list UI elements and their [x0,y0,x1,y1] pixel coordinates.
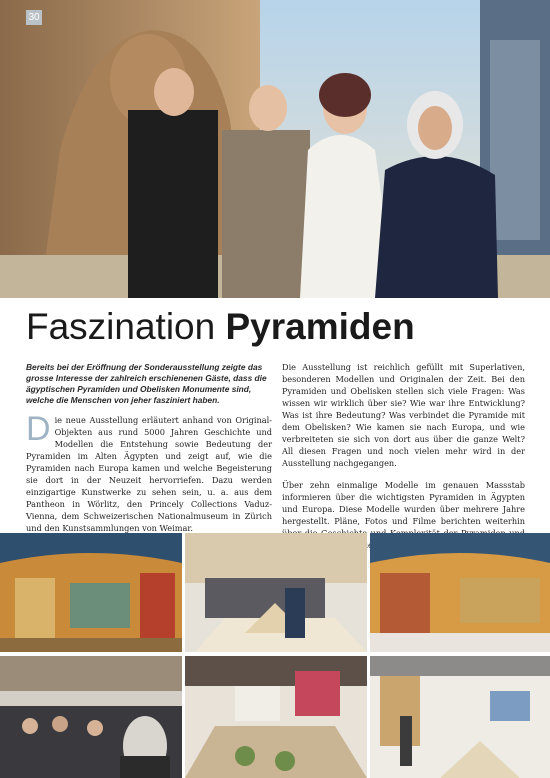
body-paragraph-1: Die Ausstellung ist reichlich gefüllt mit Superlativen, besonderen Modellen und Originalen der Zeit. Bei den Pyramiden und Obelisken stellen sich viele Fragen: Was wissen wir wirklich über sie? Wie war ihre Entwicklung? Was ist ihre Bedeutung? Was verbindet die Pyramide mit dem Obelisken? Wie kamen sie nach Europa, und wie verbreiteten sie sich von dort aus über die ganze Welt? All diesen Fragen und noch vielen mehr wird in der Ausstellung nachgegangen. [282,362,525,468]
gallery-photo-temple-model [185,656,367,778]
body-paragraph-2: Über zehn einmalige Modelle im genauen Massstab informieren über die wichtigsten Pyramiden in Ägypten und Europa. Diese Modelle wurden über mehrere Jahre hergestellt. Pläne, Fotos und Filme berichten weiterhin [282,480,525,526]
body-column-2 [282,361,525,561]
title-bold: Pyramiden [225,306,415,347]
article-title [26,304,526,350]
title-light: Faszination [26,306,226,347]
gallery-photo-painted-room [370,533,550,652]
gallery-photo-audience [0,656,182,778]
drop-cap: D [26,410,51,448]
article-lead: Bereits bei der Eröffnung der Sonderausstellung zeigte das grosse Interesse der zahlreich erschienenen Gäste, dass die ägyptischen Pyramiden und Obelisken Monumente sind, welche die Menschen von jeher fasziniert haben. [26,362,267,405]
page-number: 30 [26,10,42,25]
gallery-photo-crowd-model [185,533,367,652]
gallery-photo-hall-pyramid [370,656,550,778]
hero-photo [0,0,550,298]
body-column-1 [26,410,272,534]
body-text-1: ie neue Ausstellung erläutert anhand von Original-Objekten aus rund 5000 Jahren Geschichte und Modellen die Entstehung sowie Bedeutung der Pyramiden im Alten Ägypten und zeigt auf, wie die Pyramiden nach Europa kamen und welche Begeisterung sie dort in der Neuzeit hervorriefen. Dazu werden einzigartige Kunstwerke zu sehen sein, u. a. aus dem Pantheon in Wörlitz, den Princely Collections Vaduz-Vienna, dem Schweizerischen Nationalmuseum in Zürich und den Kunstsammlungen von Weimar. [26,415,272,533]
gallery-photo-tomb-chamber [0,533,182,652]
